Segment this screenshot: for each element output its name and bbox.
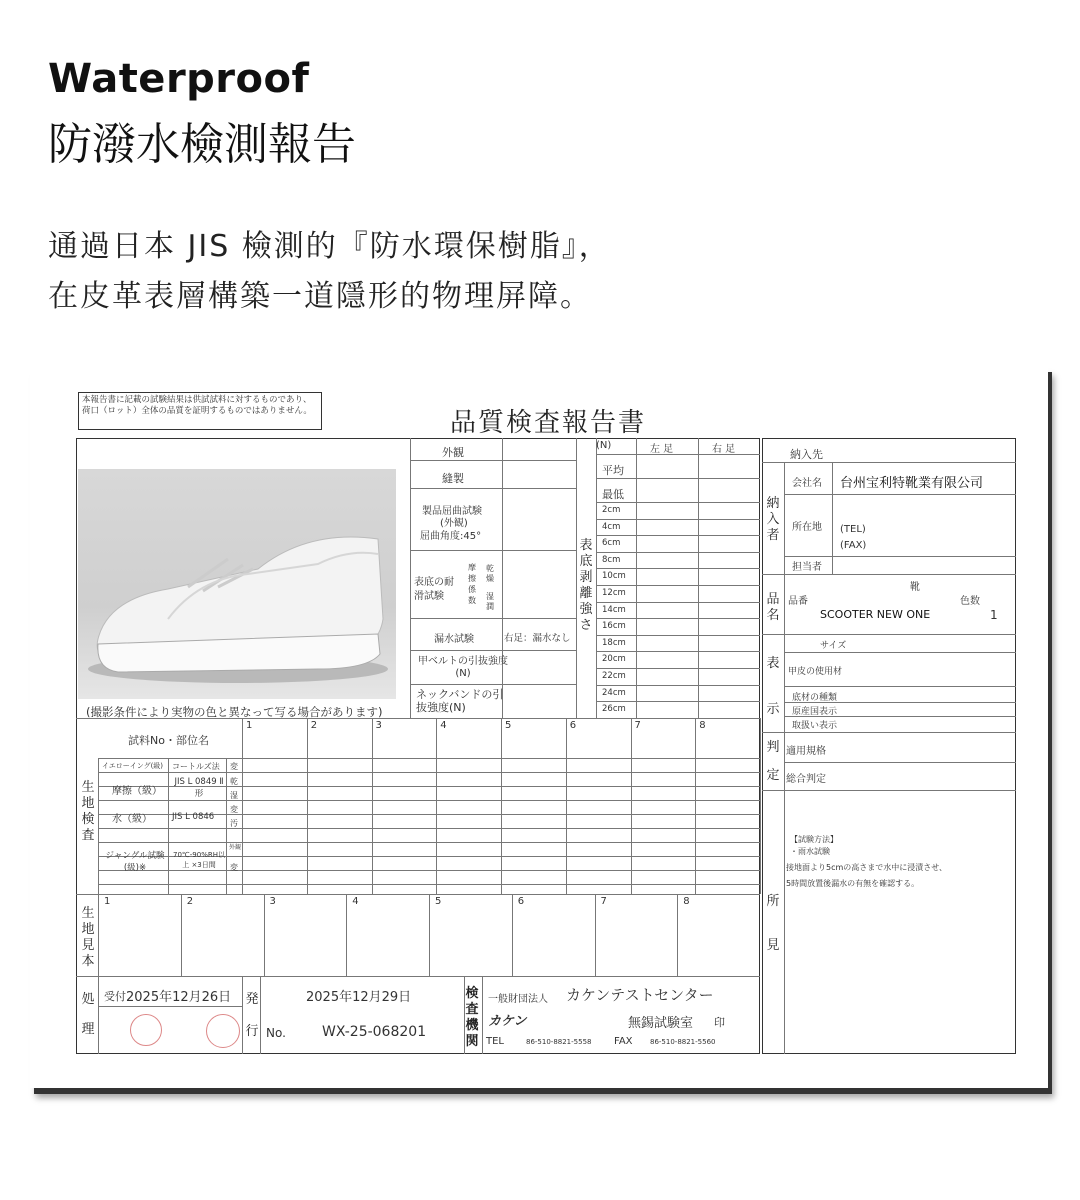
method-line-2: 5時間放置後漏水の有無を確認する。 — [786, 879, 920, 888]
peel-length-label: 22cm — [602, 671, 626, 681]
peel-length-label: 18cm — [602, 637, 626, 648]
issued-stamp — [206, 1014, 240, 1048]
test-neckband-pull: ネックバンドの引抜強度(N) — [416, 688, 504, 714]
processing-label-2: 理 — [81, 1022, 95, 1037]
remarks-side-label-2: 見 — [766, 938, 780, 953]
item-type: 靴 — [910, 582, 920, 593]
sample-column-number: 2 — [186, 896, 194, 907]
material-column-line — [501, 718, 502, 894]
mat-change-2: 変 — [230, 805, 238, 814]
display-side-label-2: 示 — [766, 702, 780, 717]
supplier-side-label: 納入者 — [766, 496, 780, 543]
peel-length-label: 12cm — [602, 588, 626, 598]
material-column-number: 2 — [310, 720, 318, 731]
sample-column-line — [264, 894, 265, 976]
peel-length-label: 6cm — [602, 538, 621, 549]
peel-min: 最低 — [602, 488, 624, 501]
issued-label-2: 行 — [245, 1024, 259, 1039]
display-sole: 底材の種類 — [792, 693, 838, 703]
mat-stain: 汚 — [230, 819, 238, 828]
display-size: サイズ — [820, 641, 847, 651]
material-column-line — [372, 718, 373, 894]
test-flex-sub: (外観) — [440, 518, 468, 529]
material-column-line — [695, 718, 696, 894]
mat-water-std: JIS L 0846 — [172, 812, 215, 822]
judgement-overall: 総合判定 — [786, 774, 826, 785]
description — [48, 222, 611, 322]
contact-label: 担当者 — [792, 562, 822, 573]
peel-row-line — [596, 519, 760, 520]
no-label: No. — [266, 1026, 286, 1040]
material-row-line — [98, 842, 760, 843]
peel-right: 右 足 — [712, 444, 736, 455]
material-row-line — [98, 772, 760, 773]
sample-column-line — [595, 894, 596, 976]
description-line-2: 在皮革表層構築一道隱形的物理屏障。 — [48, 279, 592, 314]
no-value: WX-25-068201 — [322, 1024, 427, 1040]
lab-seal: 印 — [714, 1016, 725, 1029]
material-column-line — [436, 718, 437, 894]
material-column-line — [631, 718, 632, 894]
mat-method: コートルズ法 — [172, 762, 220, 771]
test-appearance: 外観 — [442, 446, 464, 459]
peel-row-line — [596, 602, 760, 603]
company-value: 台州宝利特靴業有限公司 — [840, 476, 984, 491]
sample-column-number: 4 — [352, 896, 359, 907]
peel-row-line — [596, 718, 760, 719]
sample-column-number: 8 — [683, 896, 690, 907]
test-belt-pull: 甲ベルトの引抜強度(N) — [418, 656, 508, 679]
peel-row-line — [596, 585, 760, 586]
material-column-line — [566, 718, 567, 894]
peel-row-line — [596, 535, 760, 536]
peel-label: 表底剥離強さ — [579, 538, 593, 633]
description-line-1: 通過日本 JIS 檢測的『防水環保樹脂』， — [48, 229, 611, 264]
test-leak-result: 右足：漏水なし — [504, 633, 571, 644]
judgement-standard: 適用規格 — [786, 746, 826, 757]
material-row-line — [98, 758, 760, 759]
supplier-tel: (TEL) — [840, 524, 866, 535]
report-title: 品質検査報告書 — [450, 408, 647, 438]
peel-row-line — [596, 668, 760, 669]
product-side-label: 品名 — [766, 592, 780, 623]
mat-abrasion: 摩擦（級） — [112, 786, 162, 797]
material-column-number: 4 — [440, 720, 447, 731]
material-row-line — [98, 870, 760, 871]
display-handling: 取扱い表示 — [792, 721, 838, 731]
mat-wet: 湿 — [230, 791, 238, 800]
mat-jungle: ジャングル試験(級)※ — [105, 851, 165, 873]
method-title: 【試験方法】 — [790, 835, 838, 844]
judgement-side-label-2: 定 — [766, 768, 780, 783]
org-name: カケンテストセンター — [566, 986, 714, 1004]
mat-abrasion-std: JIS L 0849 Ⅱ形 — [174, 777, 224, 799]
peel-length-label: 8cm — [602, 554, 621, 565]
supplier-fax: (FAX) — [840, 540, 867, 551]
sample-column-line — [429, 894, 430, 976]
peel-row-line — [596, 685, 760, 686]
issued-label-1: 発 — [245, 992, 259, 1007]
peel-length-label: 16cm — [602, 621, 626, 632]
peel-row-line — [596, 568, 760, 569]
material-column-number: 6 — [569, 720, 577, 731]
material-column-number: 8 — [699, 720, 706, 731]
material-column-line — [307, 718, 308, 894]
sample-column-number: 6 — [517, 896, 525, 907]
peel-avg: 平均 — [602, 464, 624, 477]
company-label: 会社名 — [792, 478, 822, 489]
lab-name: 無錫試験室 — [628, 1016, 694, 1031]
photo-note: (撮影条件により実物の色と異なって写る場合があります) — [86, 705, 383, 719]
supplier-label: 納入先 — [790, 448, 823, 461]
test-dry: 乾燥 — [486, 564, 494, 583]
peel-row-line — [596, 701, 760, 702]
peel-row-line — [596, 635, 760, 636]
mat-yellowing: イエローイング(級) — [102, 762, 164, 770]
mat-dry: 乾 — [230, 777, 238, 786]
material-section-label: 生地検査 — [81, 780, 95, 843]
judgement-side-label-1: 判 — [766, 740, 780, 755]
agency-label: 検査機関 — [465, 986, 479, 1049]
peel-length-label: 24cm — [602, 687, 626, 698]
test-friction: 摩擦係数 — [468, 563, 476, 605]
peel-length-label: 10cm — [602, 571, 626, 582]
sample-column-line — [346, 894, 347, 976]
page-title-zh: 防潑水檢測報告 — [48, 119, 356, 170]
fax-label: FAX — [614, 1036, 633, 1047]
method-line-1: 接地面より5cmの高さまで水中に浸漬させ、 — [786, 863, 948, 872]
shoe-photo — [78, 469, 396, 699]
page-title-en: Waterproof — [48, 56, 310, 102]
sample-column-number: 5 — [435, 896, 442, 907]
material-row-line — [98, 828, 760, 829]
peel-row-line — [596, 552, 760, 553]
material-column-number: 7 — [634, 720, 641, 731]
processing-label-1: 処 — [81, 992, 95, 1007]
mat-change-1: 変 — [230, 762, 238, 771]
test-outsole-slip: 表底の耐滑試験 — [414, 577, 454, 602]
sneaker-illustration — [78, 469, 396, 699]
sample-column-line — [677, 894, 678, 976]
peel-unit: (N) — [596, 440, 612, 451]
peel-length-label: 4cm — [602, 521, 621, 532]
test-flex-angle: 屈曲角度:45° — [420, 531, 482, 542]
mat-change-3: 変 — [230, 863, 238, 872]
org-logo: カケン — [488, 1014, 527, 1029]
peel-row-line — [596, 651, 760, 652]
peel-length-label: 2cm — [602, 505, 621, 515]
peel-length-label: 14cm — [602, 604, 626, 615]
sample-section-label: 生地見本 — [81, 906, 95, 969]
sample-column-number: 7 — [600, 896, 607, 907]
material-row-line — [98, 800, 760, 801]
test-flex: 製品屈曲試験 — [422, 506, 482, 517]
mat-appearance: 外観 — [229, 844, 242, 851]
material-column-number: 3 — [375, 720, 382, 731]
remarks-side-label-1: 所 — [766, 894, 780, 909]
method-item: ・雨水試験 — [790, 847, 830, 856]
quality-report-sheet — [30, 366, 1048, 1088]
mat-water: 水（級） — [112, 814, 152, 825]
received-date: 2025年12月26日 — [126, 990, 232, 1005]
mat-jungle-cond: 70℃-90%RH以上 ×3日間 — [173, 851, 225, 869]
test-leak: 漏水試験 — [434, 634, 474, 645]
received-stamp — [130, 1014, 162, 1046]
peel-length-label: 20cm — [602, 654, 626, 665]
peel-row-line — [596, 618, 760, 619]
peel-length-label: 26cm — [602, 704, 626, 715]
report-disclaimer: 本報告書に記載の試験結果は供試試料に対するものであり、荷口（ロット）全体の品質を証明するものではありません。 — [78, 392, 322, 430]
test-sewing: 縫製 — [442, 472, 464, 485]
sample-column-line — [181, 894, 182, 976]
material-header: 試料No・部位名 — [128, 734, 209, 747]
tel-label: TEL — [486, 1036, 504, 1047]
colors-value: 1 — [990, 608, 998, 622]
display-upper: 甲皮の使用材 — [788, 667, 843, 677]
material-column-number: 5 — [505, 720, 512, 731]
display-origin: 原産国表示 — [792, 707, 838, 717]
org-prefix: 一般財団法人 — [488, 994, 548, 1005]
fax-value: 86-510-8821-5560 — [650, 1038, 716, 1046]
material-column-number: 1 — [246, 720, 253, 731]
sample-column-line — [512, 894, 513, 976]
received-label: 受付 — [104, 990, 126, 1003]
product-number-value: SCOOTER NEW ONE — [820, 608, 931, 621]
material-row-line — [98, 884, 760, 885]
sample-column-number: 3 — [269, 896, 276, 907]
address-label: 所在地 — [792, 522, 822, 533]
peel-left: 左 足 — [650, 444, 674, 455]
tel-value: 86-510-8821-5558 — [526, 1038, 592, 1046]
display-side-label-1: 表 — [766, 656, 780, 671]
issued-date: 2025年12月29日 — [306, 990, 412, 1005]
material-column-line — [760, 718, 761, 894]
product-number-label: 品番 — [788, 596, 808, 607]
sample-column-number: 1 — [104, 896, 111, 907]
test-wet: 湿潤 — [486, 592, 494, 611]
colors-label: 色数 — [960, 596, 980, 607]
